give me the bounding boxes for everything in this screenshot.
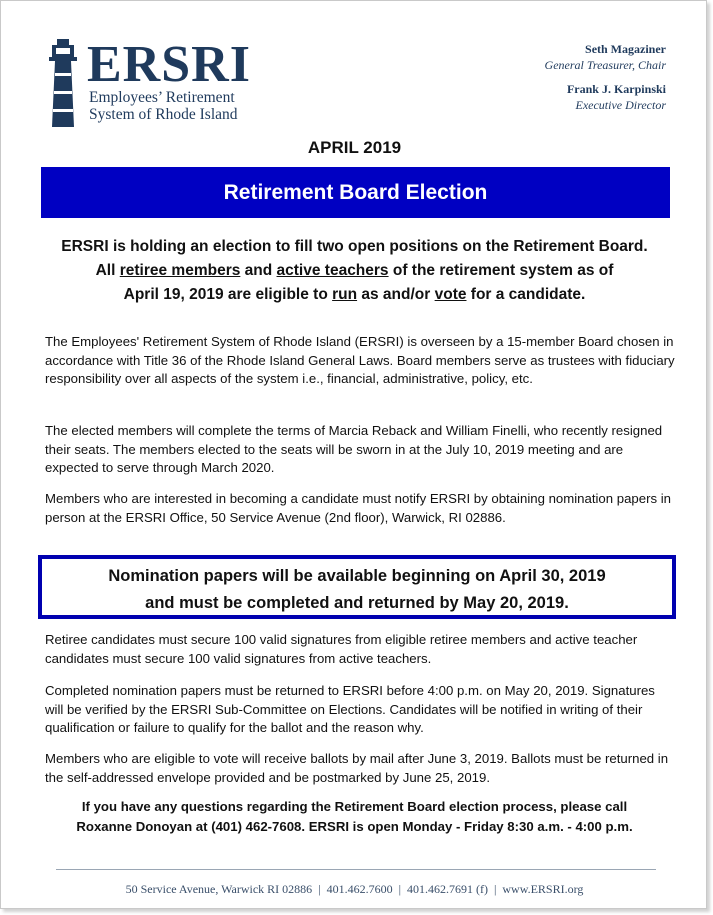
ersri-logo	[43, 36, 283, 129]
paragraph-return-deadline: Completed nomination papers must be returned to ERSRI before 4:00 p.m. on May 20, 2019. Signatures will be verified by the ERSRI Sub-Committee on Elections. Candidates will be notified in writing of their qualification or failure to qualify for the ballot and the reason why.	[45, 683, 655, 735]
officer-role: Executive Director	[575, 98, 666, 112]
lighthouse-icon	[43, 39, 83, 127]
officer-role: General Treasurer, Chair	[544, 58, 666, 72]
retiree-members-text: retiree members	[119, 262, 241, 279]
officer-name: Seth Magaziner	[585, 42, 666, 56]
lead-text: and	[240, 262, 277, 279]
officer-name: Frank J. Karpinski	[566, 82, 666, 96]
nomination-callout	[38, 555, 676, 619]
logo-subtitle-line: Employees’ Retirement	[89, 89, 235, 106]
officers-block	[545, 41, 666, 113]
closing-line: Roxanne Donoyan at (401) 462-7608. ERSRI is open Monday - Friday 8:30 a.m. - 4:00 p.m.	[76, 819, 633, 834]
vote-text: vote	[434, 286, 467, 303]
logo-subtitle	[89, 89, 238, 123]
lead-statement	[31, 235, 678, 307]
run-text: run	[332, 286, 358, 303]
lead-text: for a candidate.	[466, 286, 586, 303]
footer-website: www.ERSRI.org	[502, 882, 584, 896]
footer-divider	[56, 869, 656, 870]
footer-fax: 401.462.7691 (f)	[406, 882, 488, 896]
closing-line: If you have any questions regarding the Retirement Board election process, please call	[81, 799, 628, 814]
lead-line: ERSRI is holding an election to fill two open positions on the Retirement Board.	[61, 238, 648, 255]
lead-text: All	[95, 262, 120, 279]
lead-text: as and/or	[357, 286, 435, 303]
footer-phone: 401.462.7600	[326, 882, 393, 896]
callout-line: and must be completed and returned by May 20, 2019.	[145, 594, 569, 612]
active-teachers-text: active teachers	[276, 262, 389, 279]
document-date: APRIL 2019	[307, 138, 402, 157]
paragraph-board-overview: The Employees' Retirement System of Rhode Island (ERSRI) is overseen by a 15-member Board chosen in accordance with Title 36 of the Rhode Island General Laws. Board members serve as trustees with fiduciary responsibility over all aspects of the system i.e., financial, administrative, policy, etc.	[45, 334, 675, 386]
footer-address: 50 Service Avenue, Warwick RI 02886	[125, 882, 313, 896]
logo-wordmark: ERSRI	[87, 36, 251, 93]
paragraph-ballots: Members who are eligible to vote will receive ballots by mail after June 3, 2019. Ballots must be returned in the self-addressed envelope provided and be postmarked by June 25, 2019.	[45, 751, 669, 785]
lead-text: of the retirement system as of	[388, 262, 614, 279]
paragraph-candidate-notice: Members who are interested in becoming a candidate must notify ERSRI by obtaining nomination papers in person at the ERSRI Office, 50 Service Avenue (2nd floor), Warwick, RI 02886.	[45, 491, 672, 525]
lead-line	[31, 259, 678, 283]
lead-line	[31, 283, 678, 307]
title-banner: Retirement Board Election	[41, 167, 670, 218]
paragraph-elected-terms: The elected members will complete the terms of Marcia Reback and William Finelli, who recently resigned their seats. The members elected to the seats will be sworn in at the July 10, 2019 meeting and are expected to serve through March 2020.	[45, 423, 663, 475]
footer-separator: |	[493, 882, 497, 896]
footer-separator: |	[398, 882, 401, 896]
paragraph-signatures: Retiree candidates must secure 100 valid signatures from eligible retiree members and active teacher candidates must secure 100 valid signatures from active teachers.	[45, 632, 638, 666]
logo-subtitle-line: System of Rhode Island	[89, 106, 238, 123]
footer	[1, 882, 708, 897]
closing-contact	[21, 797, 688, 837]
lead-text: April 19, 2019 are eligible to	[123, 286, 333, 303]
footer-separator: |	[318, 882, 321, 896]
callout-line: Nomination papers will be available beginning on April 30, 2019	[108, 567, 606, 585]
